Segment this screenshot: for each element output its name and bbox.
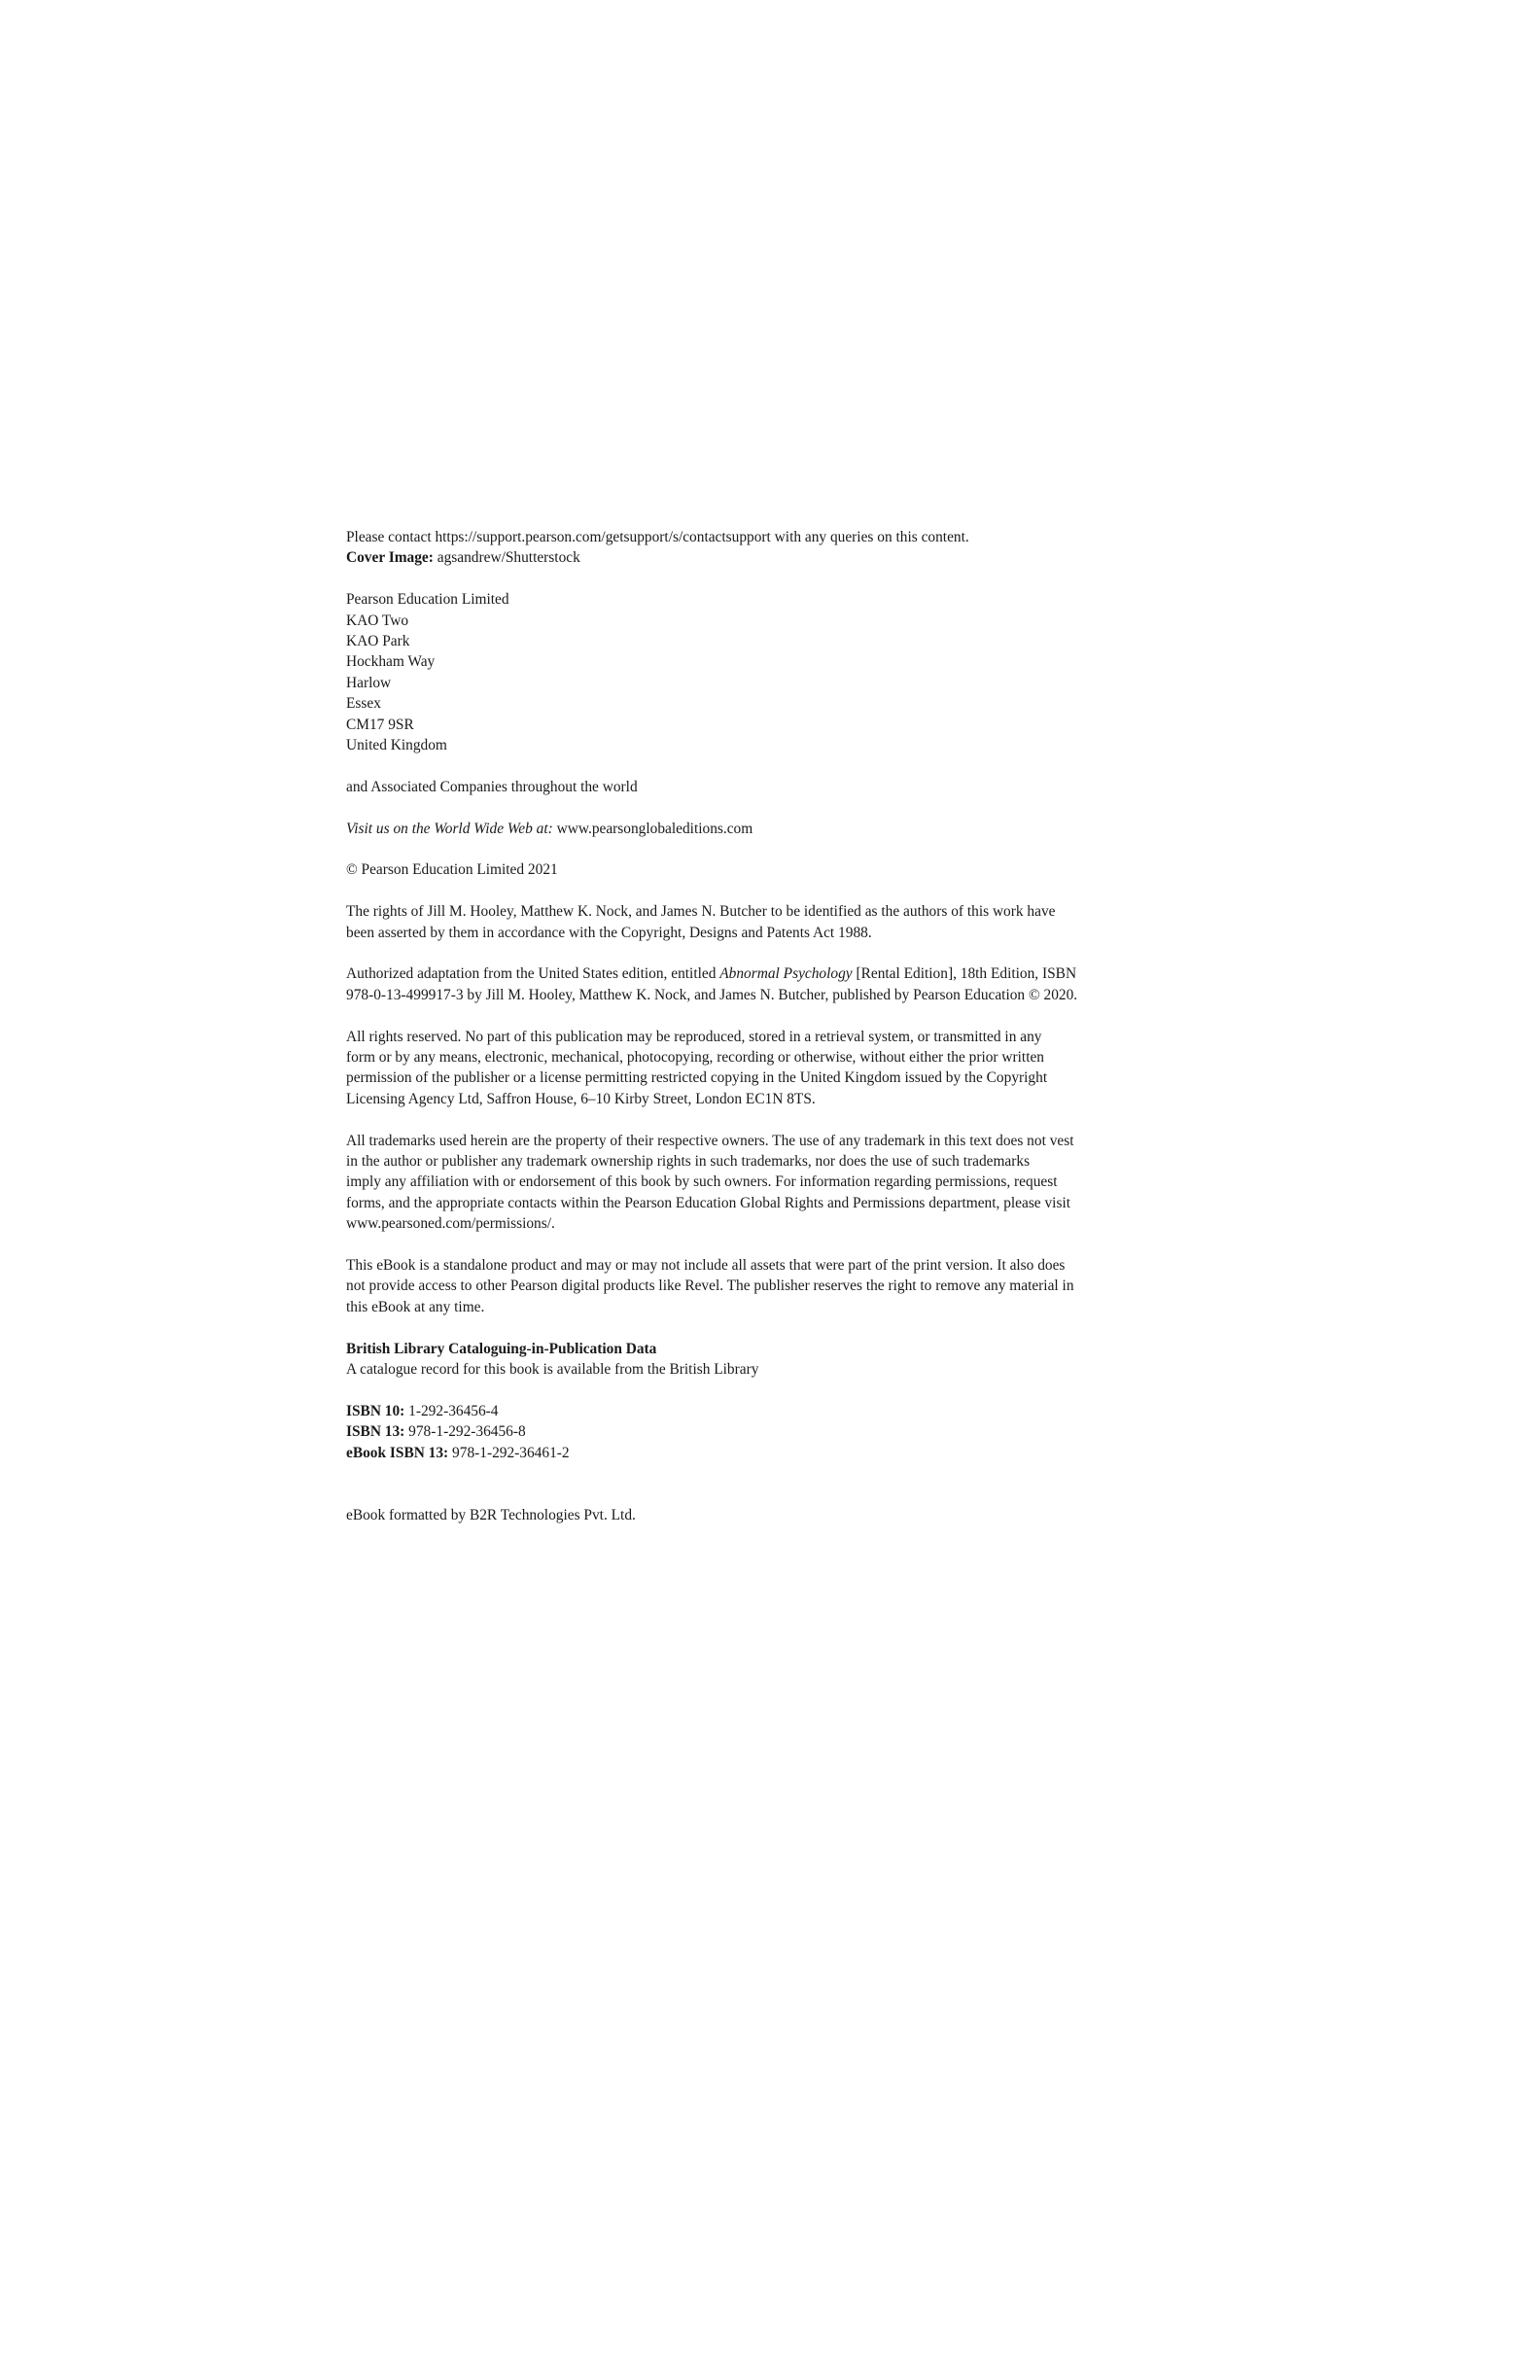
cover-image-value: agsandrew/Shutterstock xyxy=(437,549,580,567)
isbn-value: 978-1-292-36461-2 xyxy=(452,1444,570,1461)
isbn-line xyxy=(346,1421,1182,1442)
paragraph-line: All rights reserved. No part of this publication may be reproduced, stored in a retrieval system, or transmitted in any xyxy=(346,1028,1042,1045)
website-url: www.pearsonglobaleditions.com xyxy=(556,820,753,837)
cover-image-label: Cover Image: xyxy=(346,549,434,567)
address-line: Harlow xyxy=(346,674,392,691)
paragraph-line: not provide access to other Pearson digital products like Revel. The publisher reserves the right to remove any material in xyxy=(346,1278,1074,1295)
adaptation-pre: Authorized adaptation from the United States edition, entitled xyxy=(346,965,717,983)
contact-line: Please contact https://support.pearson.com/getsupport/s/contactsupport with any queries on this content. xyxy=(346,529,969,545)
cip-line: A catalogue record for this book is available from the British Library xyxy=(346,1361,759,1379)
paragraph-line: forms, and the appropriate contacts within the Pearson Education Global Rights and Permissions department, please visit xyxy=(346,1194,1071,1211)
paragraph-line: this eBook at any time. xyxy=(346,1298,485,1315)
address-line: Essex xyxy=(346,695,381,713)
copyright-page xyxy=(346,527,1182,1525)
address-line: United Kingdom xyxy=(346,737,447,754)
isbn-label: ISBN 10: xyxy=(346,1402,405,1419)
isbn-block xyxy=(346,1401,1182,1463)
paragraph-line: form or by any means, electronic, mechanical, photocopying, recording or otherwise, without either the prior written xyxy=(346,1049,1045,1067)
cip-block xyxy=(346,1339,1182,1381)
website-label: Visit us on the World Wide Web at: xyxy=(346,820,553,837)
cover-image-credit xyxy=(346,547,1182,568)
address-line: CM17 9SR xyxy=(346,716,414,733)
paragraph-line: permission of the publisher or a license permitting restricted copying in the United Kingdom issued by the Copyright xyxy=(346,1069,1048,1087)
adaptation-post: [Rental Edition], 18th Edition, ISBN xyxy=(856,965,1077,983)
website-line xyxy=(346,819,1182,839)
isbn-value: 1-292-36456-4 xyxy=(408,1402,499,1419)
address-line: Hockham Way xyxy=(346,653,436,671)
isbn-value: 978-1-292-36456-8 xyxy=(408,1423,526,1441)
adaptation-paragraph xyxy=(346,963,1182,1005)
paragraph-line: The rights of Jill M. Hooley, Matthew K. Nock, and James N. Butcher to be identified as the authors of this work have xyxy=(346,903,1056,921)
paragraph-line xyxy=(346,963,1182,984)
copyright-notice: © Pearson Education Limited 2021 xyxy=(346,861,558,879)
publisher-address xyxy=(346,589,1182,755)
address-line: KAO Park xyxy=(346,633,410,650)
isbn-line xyxy=(346,1443,1182,1463)
isbn-label: ISBN 13: xyxy=(346,1423,405,1441)
paragraph-line: imply any affiliation with or endorsement of this book by such owners. For information regarding permissions, request xyxy=(346,1173,1058,1191)
address-line: Pearson Education Limited xyxy=(346,591,509,609)
cip-title: British Library Cataloguing-in-Publication Data xyxy=(346,1340,657,1357)
paragraph-line: www.pearsoned.com/permissions/. xyxy=(346,1215,555,1233)
address-line: KAO Two xyxy=(346,612,409,629)
all-rights-paragraph xyxy=(346,1027,1182,1110)
book-title: Abnormal Psychology xyxy=(719,965,853,983)
paragraph-line: Licensing Agency Ltd, Saffron House, 6–10 Kirby Street, London EC1N 8TS. xyxy=(346,1090,816,1107)
ebook-note-paragraph xyxy=(346,1255,1182,1317)
associated-companies: and Associated Companies throughout the world xyxy=(346,778,638,795)
paragraph-line: This eBook is a standalone product and may or may not include all assets that were part of the print version. It also does xyxy=(346,1257,1066,1275)
trademarks-paragraph xyxy=(346,1131,1182,1235)
paragraph-line: 978-0-13-499917-3 by Jill M. Hooley, Matthew K. Nock, and James N. Butcher, published by Pearson Education © 2020. xyxy=(346,986,1078,1003)
isbn-line xyxy=(346,1401,1182,1421)
isbn-label: eBook ISBN 13: xyxy=(346,1444,449,1461)
authors-rights-paragraph xyxy=(346,901,1182,943)
paragraph-line: All trademarks used herein are the property of their respective owners. The use of any trademark in this text does not vest xyxy=(346,1132,1074,1149)
formatted-by: eBook formatted by B2R Technologies Pvt. Ltd. xyxy=(346,1506,636,1523)
paragraph-line: been asserted by them in accordance with the Copyright, Designs and Patents Act 1988. xyxy=(346,924,872,941)
paragraph-line: in the author or publisher any trademark ownership rights in such trademarks, nor does the use of such trademarks xyxy=(346,1153,1031,1171)
